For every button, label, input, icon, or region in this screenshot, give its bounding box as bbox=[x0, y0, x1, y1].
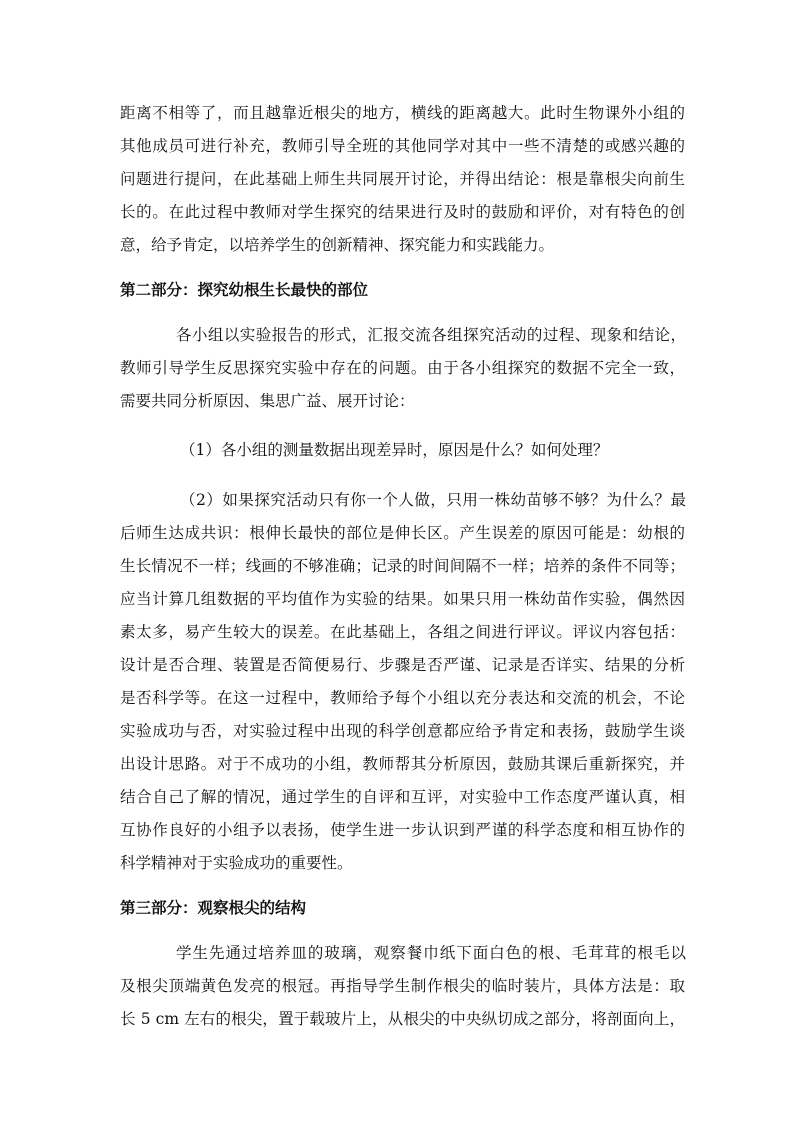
paragraph-line: 距离不相等了，而且越靠近根尖的地方，横线的距离越大。此时生物课外小组的 bbox=[120, 104, 685, 122]
paragraph-line: 应当计算几组数据的平均值作为实验的结果。如果只用一株幼苗作实验，偶然因 bbox=[120, 590, 685, 608]
paragraph-line: 出设计思路。对于不成功的小组，教师帮其分析原因，鼓励其课后重新探究，并 bbox=[120, 755, 685, 773]
paragraph-line: 问题进行提问，在此基础上师生共同展开讨论，并得出结论：根是靠根尖向前生 bbox=[120, 170, 685, 188]
paragraph-line: 长的。在此过程中教师对学生探究的结果进行及时的鼓励和评价，对有特色的创 bbox=[120, 203, 685, 221]
paragraph-line: （2）如果探究活动只有你一个人做，只用一株幼苗够不够？为什么？最 bbox=[180, 491, 686, 509]
paragraph-line: 其他成员可进行补充，教师引导全班的其他同学对其中一些不清楚的或感兴趣的 bbox=[120, 137, 685, 155]
paragraph-line: 意，给予肯定，以培养学生的创新精神、探究能力和实践能力。 bbox=[120, 236, 555, 254]
paragraph-line: 素太多，易产生较大的误差。在此基础上，各组之间进行评议。评议内容包括： bbox=[120, 623, 685, 641]
section-heading: 第三部分：观察根尖的结构 bbox=[120, 898, 307, 917]
paragraph-line: 生长情况不一样；线画的不够准确；记录的时间间隔不一样；培养的条件不同等； bbox=[120, 557, 685, 575]
paragraph-line: 长 5 cm 左右的根尖，置于载玻片上，从根尖的中央纵切成之部分，将剖面向上， bbox=[120, 1010, 685, 1028]
paragraph-line: 后师生达成共识：根伸长最快的部位是伸长区。产生误差的原因可能是：幼根的 bbox=[120, 524, 685, 542]
paragraph-line: 教师引导学生反思探究实验中存在的问题。由于各小组探究的数据不完全一致， bbox=[120, 359, 685, 377]
paragraph-line: 科学精神对于实验成功的重要性。 bbox=[120, 854, 353, 872]
paragraph-line: 互协作良好的小组予以表扬，使学生进一步认识到严谨的科学态度和相互协作的 bbox=[120, 821, 685, 839]
paragraph-line: 结合自己了解的情况，通过学生的自评和互评，对实验中工作态度严谨认真，相 bbox=[120, 788, 685, 806]
paragraph-line: 各小组以实验报告的形式，汇报交流各组探究活动的过程、现象和结论， bbox=[176, 326, 686, 344]
paragraph-line: 学生先通过培养皿的玻璃，观察餐巾纸下面白色的根、毛茸茸的根毛以 bbox=[176, 944, 686, 962]
paragraph-line: 实验成功与否，对实验过程中出现的科学创意都应给予肯定和表扬，鼓励学生谈 bbox=[120, 722, 685, 740]
question-line: （1）各小组的测量数据出现差异时，原因是什么？如何处理？ bbox=[180, 441, 609, 459]
paragraph-line: 是否科学等。在这一过程中，教师给予每个小组以充分表达和交流的机会，不论 bbox=[120, 689, 685, 707]
paragraph-line: 及根尖顶端黄色发亮的根冠。再指导学生制作根尖的临时装片，具体方法是：取 bbox=[120, 977, 685, 995]
paragraph-line: 设计是否合理、装置是否简便易行、步骤是否严谨、记录是否详实、结果的分析 bbox=[120, 656, 685, 674]
section-heading: 第二部分：探究幼根生长最快的部位 bbox=[120, 280, 369, 299]
paragraph-line: 需要共同分析原因、集思广益、展开讨论： bbox=[120, 392, 415, 410]
